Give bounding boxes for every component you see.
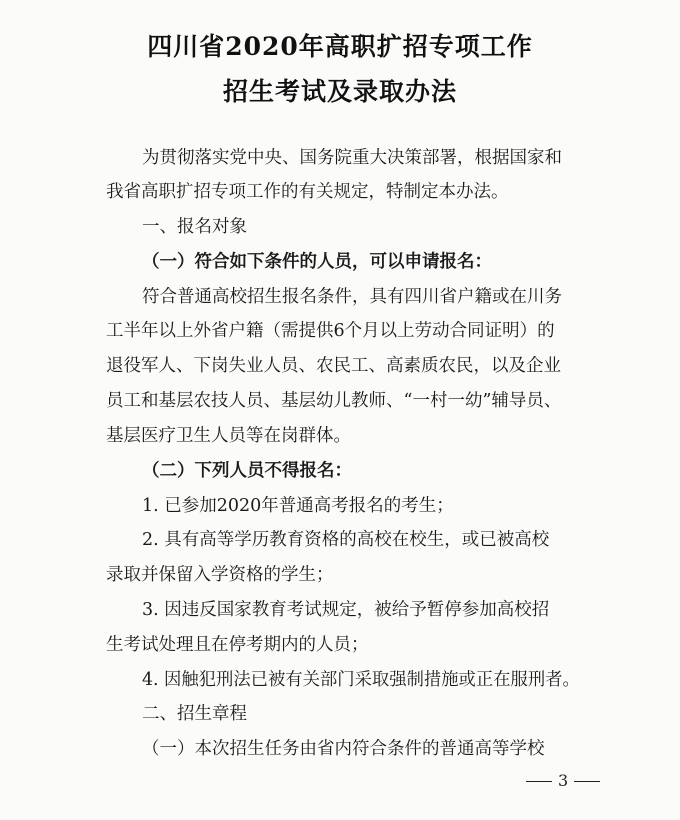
section-heading: 一、报名对象	[142, 217, 247, 237]
list-item: 1. 已参加2020年普通高考报名的考生；	[142, 496, 454, 516]
list-item: 3. 因违反国家教育考试规定，被给予暂停参加高校招	[142, 600, 550, 620]
footer-dash-left	[526, 781, 552, 782]
paragraph-line: （一）本次招生任务由省内符合条件的普通高等学校	[142, 739, 545, 759]
list-item: 2. 具有高等学历教育资格的高校在校生，或已被高校	[142, 530, 550, 550]
document-title-line-1: 四川省2020年高职扩招专项工作	[147, 32, 533, 61]
page-footer	[520, 771, 606, 790]
paragraph-line: 员工和基层农技人员、基层幼儿教师、“一村一幼”辅导员、	[106, 391, 562, 411]
list-item-continuation: 生考试处理且在停考期内的人员；	[106, 635, 369, 655]
list-item-continuation: 录取并保留入学资格的学生；	[106, 565, 334, 585]
paragraph-line: 我省高职扩招专项工作的有关规定，特制定本办法。	[106, 182, 509, 202]
paragraph-line: 工半年以上外省户籍（需提供6个月以上劳动合同证明）的	[106, 321, 555, 341]
paragraph-line: 符合普通高校招生报名条件，具有四川省户籍或在川务	[142, 287, 562, 307]
footer-dash-right	[574, 781, 600, 782]
document-title-line-2: 招生考试及录取办法	[222, 77, 457, 106]
page-number: 3	[558, 771, 569, 790]
paragraph-line: 基层医疗卫生人员等在岗群体。	[106, 426, 351, 446]
section-heading: 二、招生章程	[142, 704, 247, 724]
list-item: 4. 因触犯刑法已被有关部门采取强制措施或正在服刑者。	[142, 670, 580, 690]
paragraph-line: 退役军人、下岗失业人员、农民工、高素质农民，以及企业	[106, 356, 561, 376]
subsection-heading: （一）符合如下条件的人员，可以申请报名：	[142, 252, 492, 272]
subsection-heading: （二）下列人员不得报名：	[142, 461, 352, 481]
paragraph-line: 为贯彻落实党中央、国务院重大决策部署，根据国家和	[142, 148, 562, 168]
